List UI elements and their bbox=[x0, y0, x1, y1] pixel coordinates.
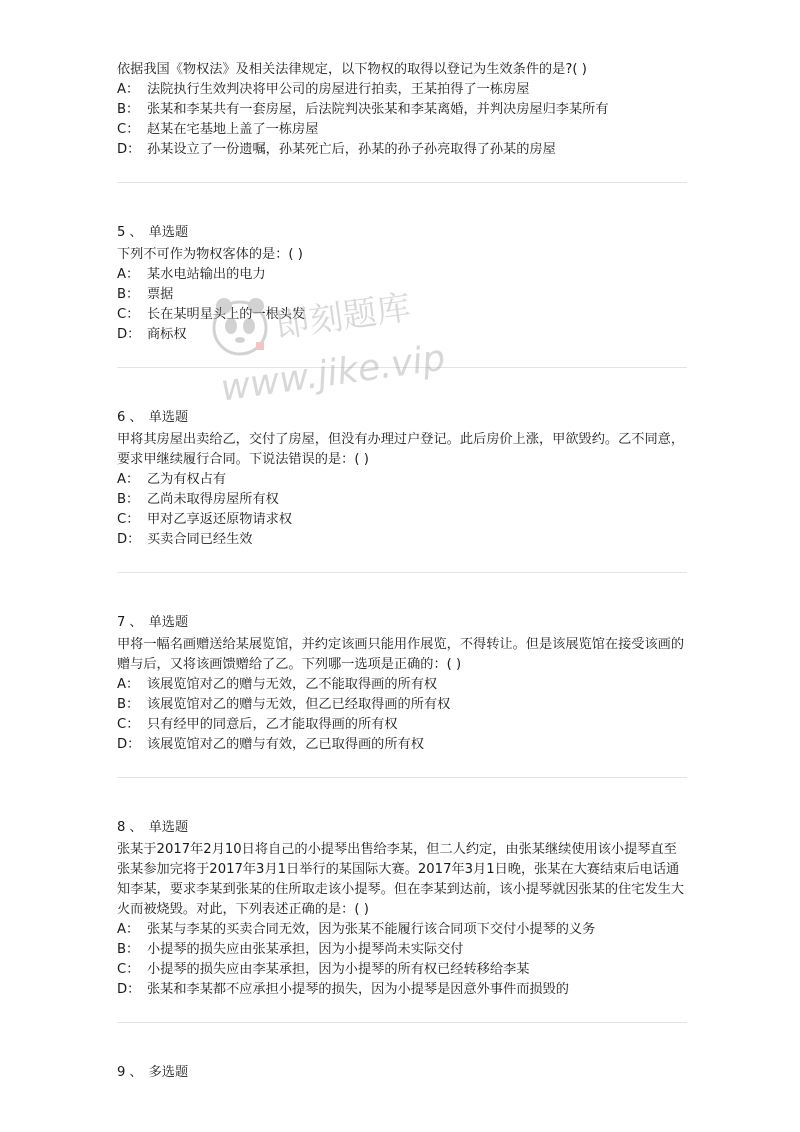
option-a[interactable]: A： 法院执行生效判决将甲公司的房屋进行拍卖，王某拍得了一栋房屋 bbox=[117, 82, 530, 97]
question-header: 6 、 单选题 bbox=[117, 410, 189, 425]
question-type: 单选题 bbox=[148, 820, 189, 835]
divider bbox=[117, 572, 687, 573]
question-7 bbox=[117, 613, 687, 763]
option-d[interactable]: D： 张某和李某都不应承担小提琴的损失，因为小提琴是因意外事件而损毁的 bbox=[117, 982, 569, 997]
option-b[interactable]: B： 张某和李某共有一套房屋，后法院判决张某和李某离婚，并判决房屋归李某所有 bbox=[117, 102, 609, 117]
question-8 bbox=[117, 818, 687, 1008]
option-b[interactable]: B： 票据 bbox=[117, 287, 174, 302]
option-c[interactable]: C： 甲对乙享返还原物请求权 bbox=[117, 512, 293, 527]
question-header: 8 、 单选题 bbox=[117, 820, 189, 835]
question-type: 单选题 bbox=[148, 410, 189, 425]
divider bbox=[117, 367, 687, 368]
question-stem: 张某于2017年2月10日将自己的小提琴出售给李某，但二人约定，由张某继续使用该小提琴直至张某参加完将于2017年3月1日举行的某国际大赛。2017年3月1日晚，张某在大赛结束后电话通知李某，要求李某到张某的住所取走该小提琴。但在李某到达前，该小提琴就因张某的住宅发生大火而被烧毁。对此，下列表述正确的是：( ) bbox=[117, 842, 685, 917]
option-b[interactable]: B： 小提琴的损失应由张某承担，因为小提琴尚未实际交付 bbox=[117, 942, 464, 957]
option-c[interactable]: C： 赵某在宅基地上盖了一栋房屋 bbox=[117, 122, 319, 137]
question-number: 6 bbox=[117, 410, 126, 425]
option-a[interactable]: A： 张某与李某的买卖合同无效，因为张某不能履行该合同项下交付小提琴的义务 bbox=[117, 922, 596, 937]
question-type: 单选题 bbox=[148, 615, 189, 630]
question-stem: 甲将一幅名画赠送给某展览馆，并约定该画只能用作展览，不得转让。但是该展览馆在接受该画的赠与后，又将该画馈赠给了乙。下列哪一选项是正确的：( ) bbox=[117, 637, 685, 672]
option-d[interactable]: D： 该展览馆对乙的赠与有效，乙已取得画的所有权 bbox=[117, 737, 424, 752]
option-b[interactable]: B： 该展览馆对乙的赠与无效，但乙已经取得画的所有权 bbox=[117, 697, 451, 712]
question-6 bbox=[117, 408, 687, 558]
option-c[interactable]: C： 长在某明星头上的一根头发 bbox=[117, 307, 306, 322]
question-header: 9 、 多选题 bbox=[117, 1065, 189, 1080]
divider bbox=[117, 1022, 687, 1023]
question-type: 单选题 bbox=[148, 225, 189, 240]
question-number: 7 bbox=[117, 615, 126, 630]
question-number: 8 bbox=[117, 820, 126, 835]
question-number: 9 bbox=[117, 1065, 126, 1080]
option-c[interactable]: C： 只有经甲的同意后，乙才能取得画的所有权 bbox=[117, 717, 398, 732]
option-d[interactable]: D： 买卖合同已经生效 bbox=[117, 532, 253, 547]
question-stem: 依据我国《物权法》及相关法律规定，以下物权的取得以登记为生效条件的是?( ) bbox=[117, 62, 587, 77]
question-4 bbox=[117, 60, 687, 168]
option-b[interactable]: B： 乙尚未取得房屋所有权 bbox=[117, 492, 279, 507]
question-stem: 下列不可作为物权客体的是：( ) bbox=[117, 247, 303, 262]
option-c[interactable]: C： 小提琴的损失应由李某承担，因为小提琴的所有权已经转移给李某 bbox=[117, 962, 530, 977]
divider bbox=[117, 777, 687, 778]
divider bbox=[117, 182, 687, 183]
question-stem: 甲将其房屋出卖给乙，交付了房屋，但没有办理过户登记。此后房价上涨，甲欲毁约。乙不同意，要求甲继续履行合同。下说法错误的是：( ) bbox=[117, 432, 685, 467]
question-type: 多选题 bbox=[148, 1065, 189, 1080]
question-9 bbox=[117, 1063, 687, 1093]
option-a[interactable]: A： 乙为有权占有 bbox=[117, 472, 227, 487]
option-d[interactable]: D： 商标权 bbox=[117, 327, 187, 342]
question-header: 5 、 单选题 bbox=[117, 225, 189, 240]
question-header: 7 、 单选题 bbox=[117, 615, 189, 630]
question-5 bbox=[117, 223, 687, 353]
watermark-url-text: www.jike.vip bbox=[218, 337, 448, 410]
option-a[interactable]: A： 该展览馆对乙的赠与无效，乙不能取得画的所有权 bbox=[117, 677, 438, 692]
option-d[interactable]: D： 孙某设立了一份遗嘱，孙某死亡后，孙某的孙子孙亮取得了孙某的房屋 bbox=[117, 142, 556, 157]
watermark-logo-text: 即刻题库 bbox=[272, 287, 414, 347]
question-number: 5 bbox=[117, 225, 126, 240]
question-list bbox=[117, 60, 687, 1093]
option-a[interactable]: A： 某水电站输出的电力 bbox=[117, 267, 266, 282]
